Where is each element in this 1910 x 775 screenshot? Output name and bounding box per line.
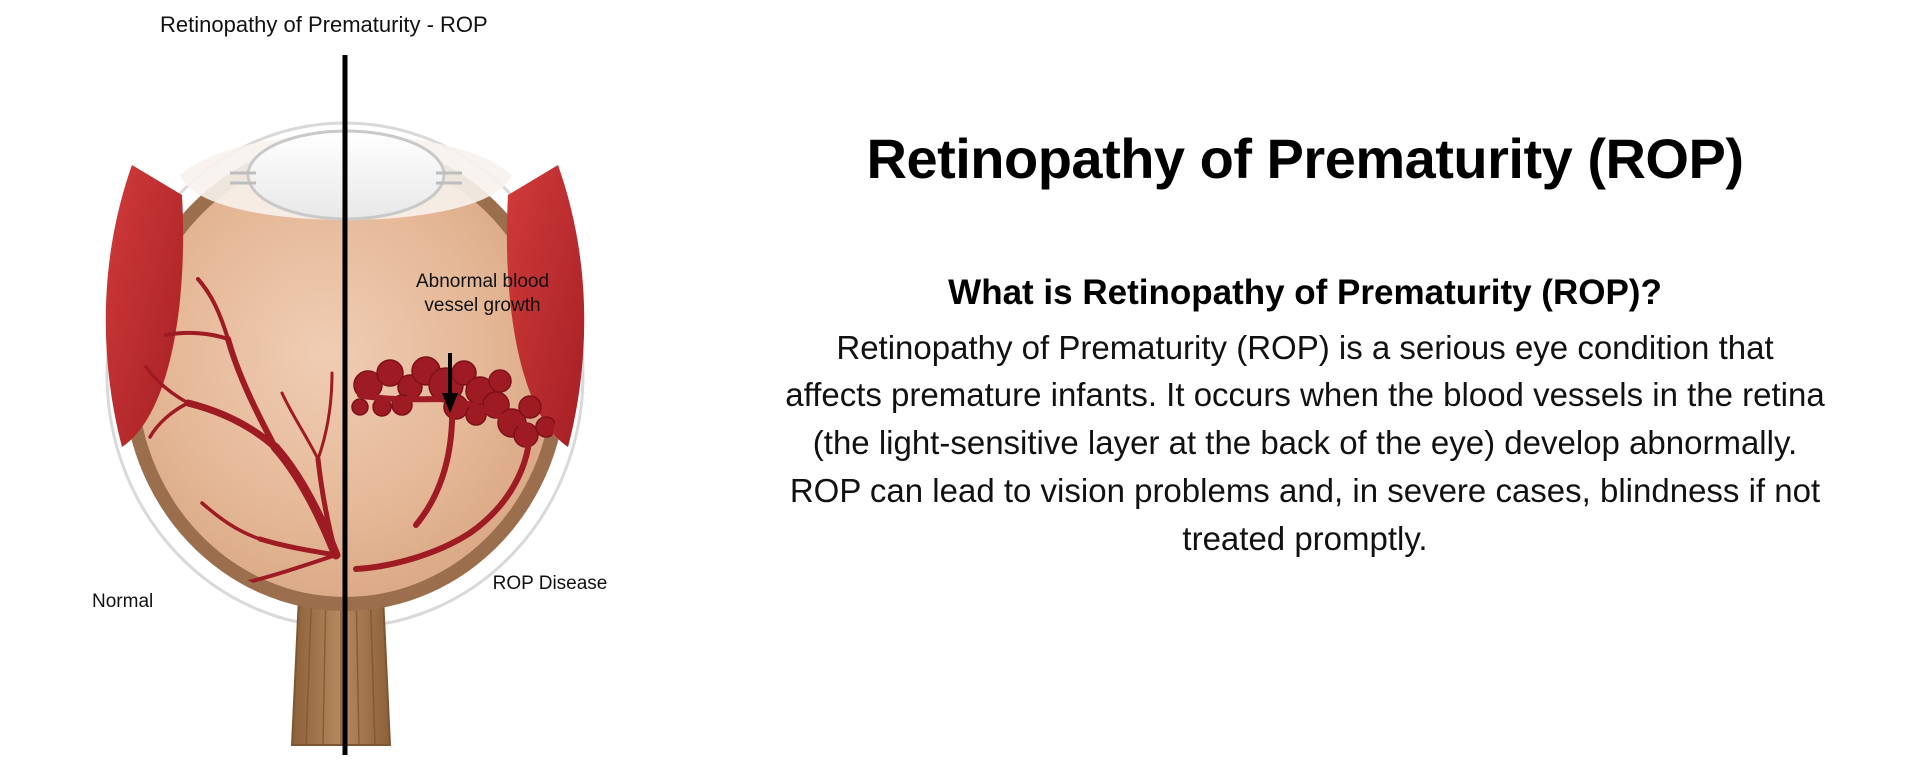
section-subtitle: What is Retinopathy of Prematurity (ROP)? <box>948 272 1662 312</box>
figure-caption: Retinopathy of Prematurity - ROP <box>160 12 488 37</box>
label-normal: Normal <box>92 591 154 612</box>
eye-illustration <box>60 55 680 755</box>
text-content <box>740 0 1910 563</box>
label-rop-disease: ROP Disease <box>492 573 608 594</box>
page-title: Retinopathy of Prematurity (ROP) <box>866 127 1744 190</box>
eye-diagram-figure <box>0 0 740 775</box>
eye-cross-section-svg <box>60 55 680 755</box>
section-body-text: Retinopathy of Prematurity (ROP) is a serious eye condition that affects premature infants. It occurs when the blood vessels in the retina (the light-sensitive layer at the back of the eye) develop abnormally. ROP can lead to vision problems and, in severe cases, blindness if not treated promptly. <box>785 328 1825 557</box>
label-abnormal-blood-vessel-growth: Abnormal blood vessel growth <box>415 271 550 316</box>
